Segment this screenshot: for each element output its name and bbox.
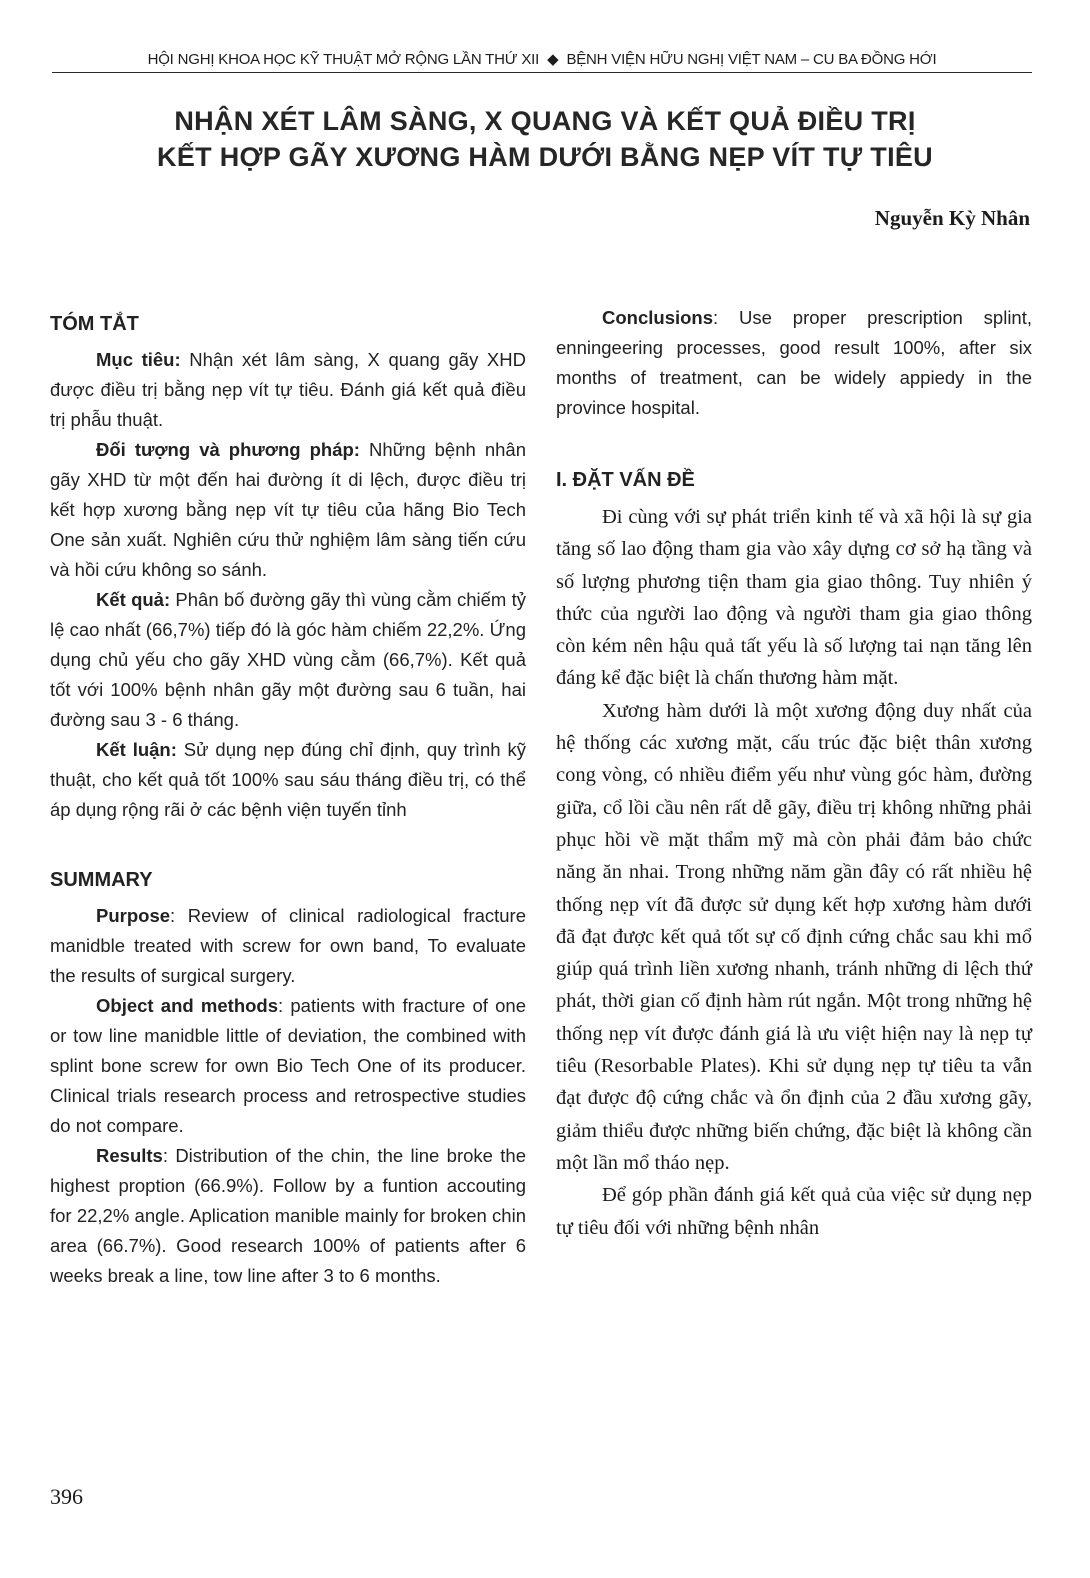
abstract-vi-objective	[50, 345, 526, 435]
summary-heading: SUMMARY	[50, 869, 153, 891]
paper-title	[60, 103, 1030, 175]
subjects-label: Đối tượng và phương pháp:	[96, 439, 360, 460]
title-line-1: NHẬN XÉT LÂM SÀNG, X QUANG VÀ KẾT QUẢ ĐIỀU TRỊ	[174, 106, 916, 136]
results-vi-label: Kết quả:	[96, 589, 171, 610]
conclusion-vi-label: Kết luận:	[96, 739, 177, 760]
conclusions-label: Conclusions	[602, 307, 714, 328]
object-label: Object and methods	[96, 995, 279, 1016]
objective-label: Mục tiêu:	[96, 349, 181, 370]
summary-object	[50, 991, 526, 1141]
section-1-paragraph-2: Xương hàm dưới là một xương động duy nhất của hệ thống các xương mặt, cấu trúc đặc biệt thân xương cong vòng, có nhiều điểm yếu như vùng góc hàm, đường giữa, cổ lồi cầu nên rất dễ gãy, điều trị không những phải phục hồi về mặt thẩm mỹ mà còn phải đảm bảo chức năng ăn nhai. Trong những năm gần đây có rất nhiều hệ thống nẹp vít đã được sử dụng kết hợp xương hàm dưới đã đạt được kết quả tốt sự cố định cứng chắc sau khi mổ giúp quá trình liền xương nhanh, tránh những di lệch thứ phát, thời gian cố định hàm rút ngắn. Một trong những hệ thống nẹp vít được đánh giá là ưu việt hiện nay là nẹp tự tiêu (Resorbable Plates). Khi sử dụng nẹp tự tiêu ta vẫn đạt được độ cứng chắc và ổn định của 2 đầu xương gãy, giảm thiểu được những biến chứng, đặc biệt là không cần một lần mổ tháo nẹp.	[556, 699, 1032, 1174]
conclusions-text: : Use proper prescription splint, enningeering processes, good result 100%, after six months of treatment, can be widely appiedy in the province hospital.	[556, 307, 1032, 418]
summary-purpose	[50, 901, 526, 991]
abstract-vi-subjects	[50, 435, 526, 585]
results-en-label: Results	[96, 1145, 163, 1166]
header-conference: HỘI NGHỊ KHOA HỌC KỸ THUẬT MỞ RỘNG LẦN THỨ XII	[147, 51, 540, 68]
author-name: Nguyễn Kỳ Nhân	[874, 206, 1030, 230]
subjects-text: Những bệnh nhân gãy XHD từ một đến hai đường ít di lệch, được điều trị kết hợp xương bằng nẹp vít tự tiêu của hãng Bio Tech One sản xuất. Nghiên cứu thử nghiệm lâm sàng tiến cứu và hồi cứu không so sánh.	[50, 439, 526, 580]
section-1-heading: I. ĐẶT VẤN ĐỀ	[556, 469, 695, 491]
running-header	[52, 50, 1032, 73]
abstract-vi-heading: TÓM TẮT	[50, 313, 139, 335]
results-en-text: : Distribution of the chin, the line broke the highest proption (66.9%). Follow by a funtion accouting for 22,2% angle. Aplication manible mainly for broken chin area (66.7%). Good research 100% of patients after 6 weeks break a line, tow line after 3 to 6 months.	[50, 1145, 526, 1286]
purpose-text: : Review of clinical radiological fracture manidble treated with screw for own band, To evaluate the results of surgical surgery.	[50, 905, 526, 986]
page-number: 396	[50, 1484, 83, 1509]
purpose-label: Purpose	[96, 905, 171, 926]
right-column	[556, 303, 1032, 1244]
abstract-vi-results	[50, 585, 526, 735]
conclusion-vi-text: Sử dụng nẹp đúng chỉ định, quy trình kỹ thuật, cho kết quả tốt 100% sau sáu tháng điều trị, có thể áp dụng rộng rãi ở các bệnh viện tuyến tỉnh	[50, 739, 526, 820]
title-line-2: KẾT HỢP GÃY XƯƠNG HÀM DƯỚI BẰNG NẸP VÍT TỰ TIÊU	[157, 142, 933, 172]
section-1-paragraph-3: Để góp phần đánh giá kết quả của việc sử dụng nẹp tự tiêu đối với những bệnh nhân	[556, 1184, 1032, 1239]
summary-conclusions	[556, 303, 1032, 423]
section-1-paragraph-1: Đi cùng với sự phát triển kinh tế và xã hội là sự gia tăng số lao động tham gia vào xây dựng cơ sở hạ tầng và số lượng phương tiện tham gia giao thông. Tuy nhiên ý thức của người lao động và người tham gia giao thông còn kém nên hậu quả tất yếu là số lượng tai nạn tăng lên đáng kể đặc biệt là chấn thương hàm mặt.	[556, 506, 1032, 690]
left-column	[50, 303, 526, 1291]
header-hospital: BỆNH VIỆN HỮU NGHỊ VIỆT NAM – CU BA ĐỒNG HỚI	[566, 51, 937, 68]
header-diamond-icon: ◆	[547, 51, 559, 68]
object-text: : patients with fracture of one or tow line manidble little of deviation, the combined with splint bone screw for own Bio Tech One of its producer. Clinical trials research process and retrospective studies do not compare.	[50, 995, 527, 1136]
objective-text: Nhận xét lâm sàng, X quang gãy XHD được điều trị bằng nẹp vít tự tiêu. Đánh giá kết quả điều trị phẫu thuật.	[50, 349, 526, 430]
abstract-vi-conclusion	[50, 735, 526, 825]
results-vi-text: Phân bố đường gãy thì vùng cằm chiếm tỷ lệ cao nhất (66,7%) tiếp đó là góc hàm chiếm 22,2%. Ứng dụng chủ yếu cho gãy XHD vùng cằm (66,7%). Kết quả tốt với 100% bệnh nhân gãy một đường sau 6 tuần, hai đường sau 3 - 6 tháng.	[50, 589, 526, 730]
summary-results	[50, 1141, 526, 1291]
